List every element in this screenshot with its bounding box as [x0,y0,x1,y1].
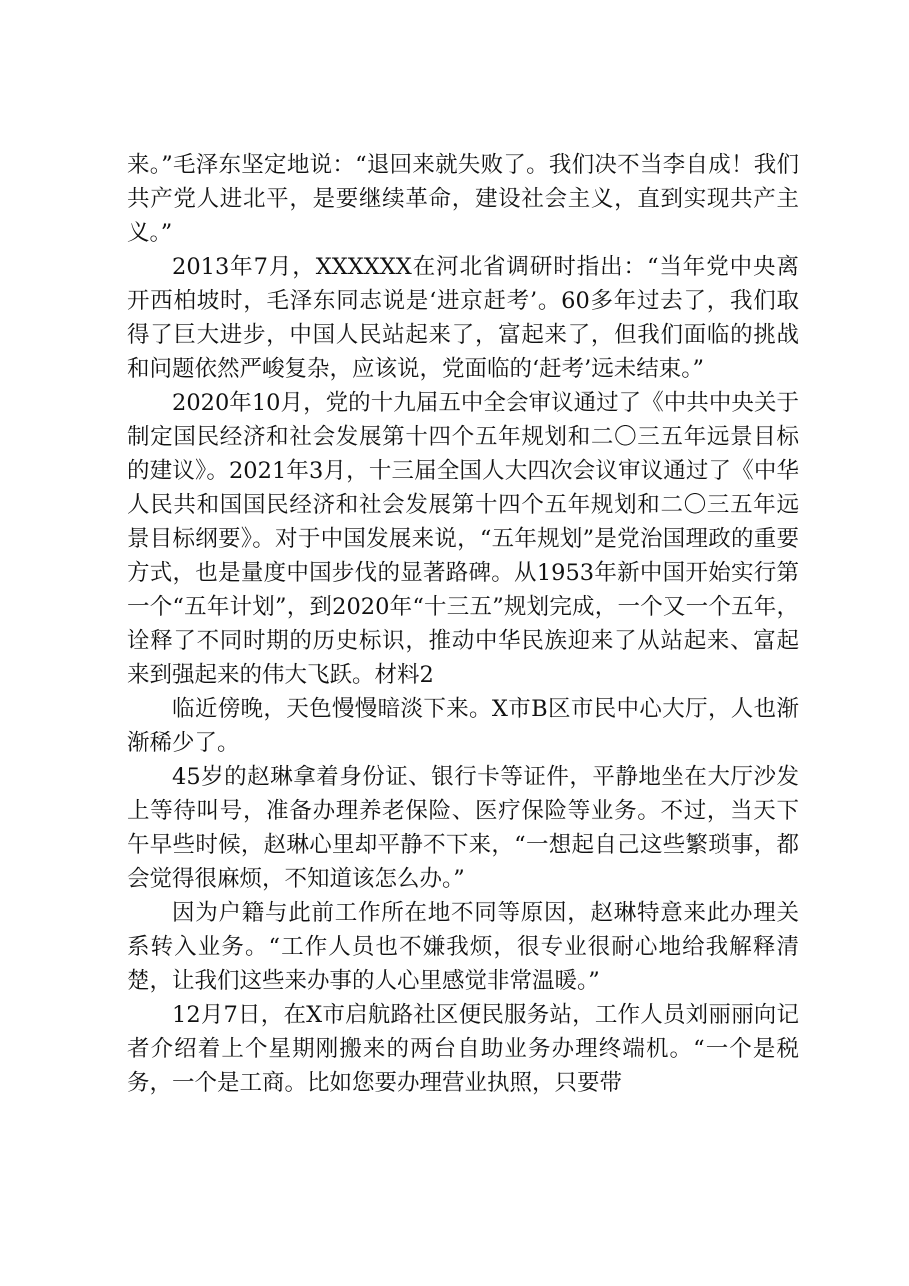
paragraph-1: 来。”毛泽东坚定地说：“退回来就失败了。我们决不当李自成！我们共产党人进北平，是要继续革命，建设社会主义，直到实现共产主义。” [127,152,799,246]
paragraph-2: 2013年7月，XXXXXX在河北省调研时指出：“当年党中央离开西柏坡时，毛泽东同志说是‘进京赶考’。60多年过去了，我们取得了巨大进步，中国人民站起来了，富起来了，但我们面临的挑战和问题依然严峻复杂，应该说，党面临的‘赶考’远未结束。” [127,254,799,382]
document-body [127,148,799,1100]
paragraph-6: 因为户籍与此前工作所在地不同等原因，赵琳特意来此办理关系转入业务。“工作人员也不嫌我烦，很专业很耐心地给我解释清楚，让我们这些来办事的人心里感觉非常温暖。” [127,900,799,994]
paragraph-3: 2020年10月，党的十九届五中全会审议通过了《中共中央关于制定国民经济和社会发展第十四个五年规划和二〇三五年远景目标的建议》。2021年3月，十三届全国人大四次会议审议通过了《中华人民共和国国民经济和社会发展第十四个五年规划和二〇三五年远景目标纲要》。对于中国发展来说，“五年规划”是党治国理政的重要方式，也是量度中国步伐的显著路碑。从1953年新中国开始实行第一个“五年计划”，到2020年“十三五”规划完成，一个又一个五年，诠释了不同时期的历史标识，推动中华民族迎来了从站起来、富起来到强起来的伟大飞跃。材料2 [127,390,799,688]
paragraph-5: 45岁的赵琳拿着身份证、银行卡等证件，平静地坐在大厅沙发上等待叫号，准备办理养老保险、医疗保险等业务。不过，当天下午早些时候，赵琳心里却平静不下来，“一想起自己这些繁琐事，都会觉得很麻烦，不知道该怎么办。” [127,764,799,892]
paragraph-4: 临近傍晚，天色慢慢暗淡下来。X市B区市民中心大厅，人也渐渐稀少了。 [127,696,799,756]
paragraph-7: 12月7日，在X市启航路社区便民服务站，工作人员刘丽丽向记者介绍着上个星期刚搬来的两台自助业务办理终端机。“一个是税务，一个是工商。比如您要办理营业执照，只要带 [127,1002,799,1096]
